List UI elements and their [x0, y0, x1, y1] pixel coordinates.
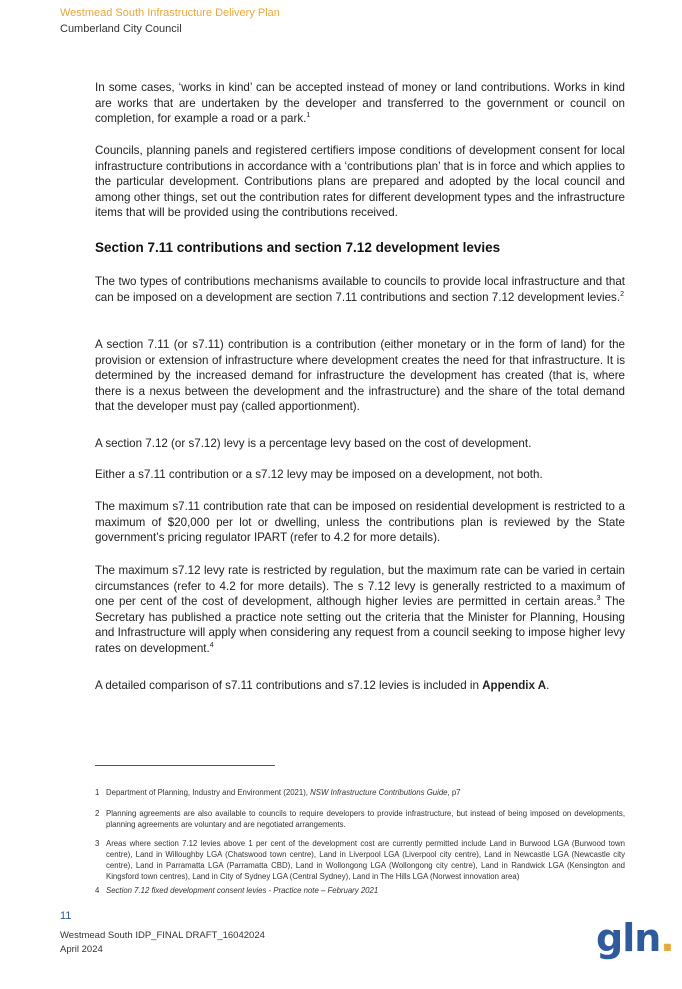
paragraph-s711-definition — [95, 337, 625, 415]
footer-document-name: Westmead South IDP_FINAL DRAFT_16042024 — [60, 930, 265, 941]
paragraph-s711-maximum — [95, 499, 625, 546]
footnote-2 — [95, 808, 625, 830]
paragraph-contribution-types — [95, 274, 625, 305]
footnote-divider — [95, 765, 275, 766]
footnote-3 — [95, 838, 625, 882]
footnote-ref[interactable]: 1 — [306, 112, 311, 119]
paragraph-s712-definition — [95, 436, 625, 452]
paragraph-s712-maximum — [95, 563, 625, 656]
footnote-title: NSW Infrastructure Contributions Guide — [310, 788, 448, 797]
paragraph-contributions-plan — [95, 143, 625, 221]
page-number: 11 — [60, 910, 72, 922]
footnote-text: Section 7.12 fixed development consent levies - Practice note – February 2021 — [106, 886, 379, 895]
logo-text: gln — [596, 916, 661, 960]
paragraph-works-in-kind — [95, 80, 625, 127]
paragraph-either-not-both — [95, 467, 625, 483]
footnote-text: , p7 — [447, 788, 461, 797]
paragraph-text: . — [546, 679, 550, 692]
paragraph-appendix-reference — [95, 678, 625, 694]
section-heading: Section 7.11 contributions and section 7.12 development levies — [95, 240, 501, 255]
footnote-text: Department of Planning, Industry and Environment (2021), — [106, 788, 311, 797]
footnote-number: 1 — [95, 788, 100, 797]
footnote-text: Planning agreements are also available to councils to require developers to provide infrastructure, but instead of being imposed on developments, planning agreements are voluntary and are negotiated arrangements. — [106, 809, 625, 829]
paragraph-text: The Secretary has published a practice note setting out the criteria that the Minister for Planning, Housing and Infrastructure will apply when considering any request from a council seeking to impose higher levy rates on development. — [95, 595, 626, 655]
footnote-text: Areas where section 7.12 levies above 1 per cent of the development cost are currently permitted include Land in Burwood LGA (Burwood town centre), Land in Willoughby LGA (Chatswood town centre), Land in Liverpool LGA (Liverpool city centre), Land in Newcastle LGA (Newcastle city centre), Land in Parramatta LGA (Parramatta CBD), Land in Wollongong LGA (Wollongong city centre), Land in Randwick LGA (Kensington and Kingsford town centres), Land in City of Sydney LGA (Central Sydney), Land in The Hills LGA (Norwest innovation area) — [106, 839, 625, 881]
footnote-number: 3 — [95, 839, 100, 848]
appendix-link[interactable]: Appendix A — [482, 679, 547, 692]
footnote-number: 4 — [95, 886, 100, 895]
footnote-ref[interactable]: 3 — [596, 595, 601, 602]
paragraph-text: A section 7.11 (or s7.11) contribution is a contribution (either monetary or in the form of land) for the provision or extension of infrastructure where development creates the need for that infrastructure. It is determined by the increased demand for infrastructure the development has created (that is, where there is a nexus between the development and the infrastructure) and the share of the total demand that the developer must pay (called apportionment). — [95, 338, 625, 413]
footnote-ref[interactable]: 2 — [620, 290, 624, 298]
footnote-ref[interactable]: 4 — [209, 641, 214, 649]
header-document-title: Westmead South Infrastructure Delivery Plan — [60, 7, 280, 19]
gln-logo — [596, 918, 674, 964]
footnote-4 — [95, 885, 625, 896]
paragraph-text: A detailed comparison of s7.11 contributions and s7.12 levies is included in — [95, 679, 483, 692]
footnote-1 — [95, 787, 625, 798]
paragraph-text: Councils, planning panels and registered certifiers impose conditions of development consent for local infrastructure contributions in accordance with a ‘contributions plan’ that is in force and which applies to the particular development. Contributions plans are prepared and adopted by the local council and among other things, set out the contribution rates for different development types and the infrastructure items that will be provided using the contributions received. — [95, 144, 625, 219]
paragraph-text: Either a s7.11 contribution or a s7.12 levy may be imposed on a development, not both. — [95, 468, 543, 481]
paragraph-text: The two types of contributions mechanisms available to councils to provide local infrastructure and that can be imposed on a development are section 7.11 contributions and section 7.12 development levies. — [95, 275, 625, 304]
paragraph-text: The maximum s7.12 levy rate is restricted by regulation, but the maximum rate can be varied in certain circumstances (refer to 4.2 for more details). The s 7.12 levy is generally restricted to a maximum of one per cent of the cost of development, although higher levies are permitted in certain areas. — [95, 564, 625, 608]
footnote-number: 2 — [95, 809, 100, 818]
paragraph-text: In some cases, ‘works in kind’ can be accepted instead of money or land contributions. Works in kind are works that are undertaken by the developer and transferred to the government or council on completion, for example a road or a park. — [95, 81, 625, 125]
logo-dot: . — [660, 916, 674, 960]
header-council-name: Cumberland City Council — [60, 23, 182, 35]
footer-date: April 2024 — [60, 944, 103, 955]
paragraph-text: A section 7.12 (or s7.12) levy is a percentage levy based on the cost of development. — [95, 437, 532, 450]
paragraph-text: The maximum s7.11 contribution rate that can be imposed on residential development is restricted to a maximum of $20,000 per lot or dwelling, unless the contributions plan is reviewed by the State government’s pricing regulator IPART (refer to 4.2 for more details). — [95, 500, 625, 544]
